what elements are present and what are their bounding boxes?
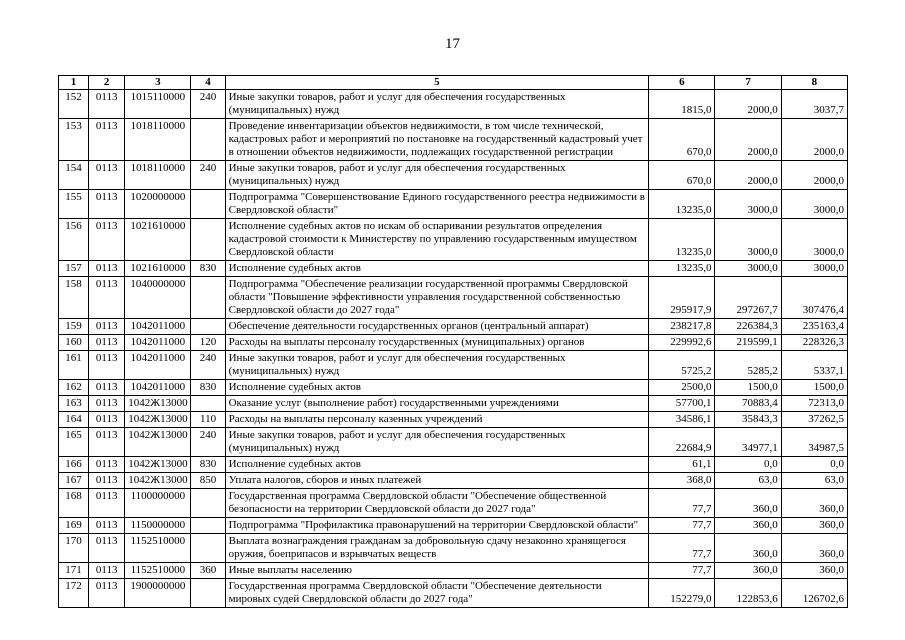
cell-amount-7: 2000,0: [715, 161, 781, 190]
table-row: [59, 335, 848, 351]
cell-description: Уплата налогов, сборов и иных платежей: [225, 473, 649, 489]
cell-amount-7: 360,0: [715, 518, 781, 534]
cell-amount-8: 5337,1: [781, 351, 847, 380]
cell-description: Иные закупки товаров, работ и услуг для обеспечения государственных (муниципальных) нужд: [225, 90, 649, 119]
cell-section-code: 0113: [89, 319, 125, 335]
cell-row-number: 169: [59, 518, 89, 534]
table-row: [59, 351, 848, 380]
cell-amount-6: 57700,1: [649, 396, 715, 412]
cell-amount-6: 77,7: [649, 534, 715, 563]
cell-amount-8: 235163,4: [781, 319, 847, 335]
table-row: [59, 380, 848, 396]
cell-section-code: 0113: [89, 396, 125, 412]
cell-amount-8: 360,0: [781, 534, 847, 563]
cell-description: Расходы на выплаты персоналу казенных учреждений: [225, 412, 649, 428]
cell-description: Обеспечение деятельности государственных органов (центральный аппарат): [225, 319, 649, 335]
cell-amount-7: 3000,0: [715, 190, 781, 219]
cell-row-number: 159: [59, 319, 89, 335]
cell-amount-8: 63,0: [781, 473, 847, 489]
table-row: [59, 412, 848, 428]
cell-description: Подпрограмма "Совершенствование Единого государственного реестра недвижимости в Свердловской области": [225, 190, 649, 219]
cell-amount-6: 77,7: [649, 518, 715, 534]
cell-description: Иные закупки товаров, работ и услуг для обеспечения государственных (муниципальных) нужд: [225, 161, 649, 190]
cell-amount-7: 226384,3: [715, 319, 781, 335]
budget-table: [58, 75, 848, 608]
table-row: [59, 489, 848, 518]
column-header-6: 6: [649, 76, 715, 90]
cell-amount-7: 360,0: [715, 534, 781, 563]
cell-amount-6: 34586,1: [649, 412, 715, 428]
cell-description: Государственная программа Свердловской области "Обеспечение общественной безопасности на территории Свердловской области до 2027 года": [225, 489, 649, 518]
cell-amount-6: 229992,6: [649, 335, 715, 351]
cell-description: Иные закупки товаров, работ и услуг для обеспечения государственных (муниципальных) нужд: [225, 428, 649, 457]
cell-expense-type: 850: [191, 473, 225, 489]
cell-description: Подпрограмма "Профилактика правонарушений на территории Свердловской области": [225, 518, 649, 534]
cell-row-number: 156: [59, 219, 89, 261]
cell-amount-6: 13235,0: [649, 190, 715, 219]
cell-description: Расходы на выплаты персоналу государственных (муниципальных) органов: [225, 335, 649, 351]
cell-section-code: 0113: [89, 518, 125, 534]
column-header-3: 3: [125, 76, 191, 90]
cell-amount-7: 3000,0: [715, 261, 781, 277]
cell-amount-6: 670,0: [649, 161, 715, 190]
cell-row-number: 163: [59, 396, 89, 412]
cell-row-number: 160: [59, 335, 89, 351]
cell-amount-8: 3000,0: [781, 190, 847, 219]
cell-row-number: 154: [59, 161, 89, 190]
table-row: [59, 457, 848, 473]
cell-expense-type: [191, 534, 225, 563]
cell-amount-6: 61,1: [649, 457, 715, 473]
cell-amount-7: 34977,1: [715, 428, 781, 457]
cell-amount-8: 2000,0: [781, 119, 847, 161]
table-body: [59, 90, 848, 608]
cell-expense-type: 830: [191, 380, 225, 396]
table-row: [59, 161, 848, 190]
cell-section-code: 0113: [89, 277, 125, 319]
column-header-5: 5: [225, 76, 649, 90]
cell-program-code: 1021610000: [125, 219, 191, 261]
table-row: [59, 473, 848, 489]
table-header-row: [59, 76, 848, 90]
cell-program-code: 1900000000: [125, 579, 191, 608]
table-row: [59, 277, 848, 319]
cell-section-code: 0113: [89, 261, 125, 277]
cell-section-code: 0113: [89, 219, 125, 261]
cell-expense-type: 240: [191, 161, 225, 190]
cell-amount-6: 77,7: [649, 563, 715, 579]
cell-section-code: 0113: [89, 119, 125, 161]
cell-expense-type: 120: [191, 335, 225, 351]
cell-amount-8: 3000,0: [781, 219, 847, 261]
column-header-8: 8: [781, 76, 847, 90]
cell-expense-type: 360: [191, 563, 225, 579]
cell-program-code: 1100000000: [125, 489, 191, 518]
cell-section-code: 0113: [89, 161, 125, 190]
cell-amount-6: 368,0: [649, 473, 715, 489]
cell-program-code: 1150000000: [125, 518, 191, 534]
cell-expense-type: [191, 319, 225, 335]
table-row: [59, 119, 848, 161]
cell-program-code: 1042011000: [125, 351, 191, 380]
cell-amount-7: 3000,0: [715, 219, 781, 261]
cell-amount-8: 360,0: [781, 563, 847, 579]
cell-amount-8: 37262,5: [781, 412, 847, 428]
cell-description: Выплата вознаграждения гражданам за добровольную сдачу незаконно хранящегося оружия, боеприпасов и взрывчатых веществ: [225, 534, 649, 563]
cell-amount-6: 22684,9: [649, 428, 715, 457]
column-header-7: 7: [715, 76, 781, 90]
cell-amount-7: 35843,3: [715, 412, 781, 428]
cell-amount-8: 3000,0: [781, 261, 847, 277]
cell-description: Исполнение судебных актов по искам об оспаривании результатов определения кадастровой стоимости к Министерству по управлению государственным имуществом Свердловской области: [225, 219, 649, 261]
cell-description: Исполнение судебных актов: [225, 261, 649, 277]
cell-section-code: 0113: [89, 428, 125, 457]
cell-amount-6: 13235,0: [649, 261, 715, 277]
cell-program-code: 1015110000: [125, 90, 191, 119]
cell-expense-type: [191, 277, 225, 319]
cell-amount-7: 219599,1: [715, 335, 781, 351]
cell-row-number: 162: [59, 380, 89, 396]
cell-program-code: 1018110000: [125, 161, 191, 190]
cell-row-number: 168: [59, 489, 89, 518]
cell-amount-8: 1500,0: [781, 380, 847, 396]
cell-section-code: 0113: [89, 457, 125, 473]
column-header-1: 1: [59, 76, 89, 90]
cell-section-code: 0113: [89, 489, 125, 518]
cell-amount-6: 152279,0: [649, 579, 715, 608]
table-row: [59, 261, 848, 277]
cell-row-number: 155: [59, 190, 89, 219]
cell-amount-7: 122853,6: [715, 579, 781, 608]
table-row: [59, 563, 848, 579]
cell-amount-7: 63,0: [715, 473, 781, 489]
table-row: [59, 396, 848, 412]
cell-amount-7: 360,0: [715, 563, 781, 579]
cell-expense-type: [191, 119, 225, 161]
cell-section-code: 0113: [89, 412, 125, 428]
cell-amount-8: 360,0: [781, 518, 847, 534]
cell-amount-7: 70883,4: [715, 396, 781, 412]
cell-row-number: 166: [59, 457, 89, 473]
cell-row-number: 161: [59, 351, 89, 380]
cell-row-number: 157: [59, 261, 89, 277]
cell-amount-6: 13235,0: [649, 219, 715, 261]
table-row: [59, 518, 848, 534]
cell-row-number: 158: [59, 277, 89, 319]
cell-section-code: 0113: [89, 579, 125, 608]
cell-expense-type: [191, 219, 225, 261]
cell-amount-7: 2000,0: [715, 119, 781, 161]
cell-description: Исполнение судебных актов: [225, 457, 649, 473]
table-row: [59, 190, 848, 219]
cell-amount-7: 0,0: [715, 457, 781, 473]
cell-program-code: 1042Ж13000: [125, 473, 191, 489]
cell-amount-7: 5285,2: [715, 351, 781, 380]
cell-amount-7: 1500,0: [715, 380, 781, 396]
table-row: [59, 219, 848, 261]
cell-program-code: 1020000000: [125, 190, 191, 219]
table-row: [59, 90, 848, 119]
cell-amount-6: 670,0: [649, 119, 715, 161]
cell-row-number: 152: [59, 90, 89, 119]
cell-program-code: 1042Ж13000: [125, 412, 191, 428]
cell-program-code: 1042011000: [125, 380, 191, 396]
cell-section-code: 0113: [89, 473, 125, 489]
cell-row-number: 153: [59, 119, 89, 161]
cell-program-code: 1042011000: [125, 319, 191, 335]
cell-amount-7: 360,0: [715, 489, 781, 518]
cell-expense-type: 240: [191, 90, 225, 119]
table-row: [59, 579, 848, 608]
cell-program-code: 1042011000: [125, 335, 191, 351]
cell-expense-type: [191, 518, 225, 534]
cell-section-code: 0113: [89, 380, 125, 396]
table-row: [59, 428, 848, 457]
cell-row-number: 171: [59, 563, 89, 579]
cell-expense-type: [191, 489, 225, 518]
cell-expense-type: [191, 190, 225, 219]
cell-section-code: 0113: [89, 90, 125, 119]
cell-description: Исполнение судебных актов: [225, 380, 649, 396]
cell-expense-type: 110: [191, 412, 225, 428]
cell-expense-type: [191, 579, 225, 608]
cell-program-code: 1042Ж13000: [125, 396, 191, 412]
table-row: [59, 534, 848, 563]
cell-amount-8: 34987,5: [781, 428, 847, 457]
cell-amount-6: 2500,0: [649, 380, 715, 396]
table-row: [59, 319, 848, 335]
cell-amount-6: 5725,2: [649, 351, 715, 380]
cell-row-number: 170: [59, 534, 89, 563]
cell-description: Государственная программа Свердловской области "Обеспечение деятельности мировых судей Свердловской области до 2027 года": [225, 579, 649, 608]
cell-row-number: 172: [59, 579, 89, 608]
cell-program-code: 1021610000: [125, 261, 191, 277]
cell-program-code: 1042Ж13000: [125, 428, 191, 457]
cell-amount-8: 307476,4: [781, 277, 847, 319]
cell-row-number: 165: [59, 428, 89, 457]
cell-amount-6: 1815,0: [649, 90, 715, 119]
cell-program-code: 1040000000: [125, 277, 191, 319]
cell-amount-7: 2000,0: [715, 90, 781, 119]
cell-amount-8: 0,0: [781, 457, 847, 473]
cell-amount-8: 2000,0: [781, 161, 847, 190]
cell-section-code: 0113: [89, 563, 125, 579]
cell-description: Проведение инвентаризации объектов недвижимости, в том числе технической, кадастровых работ и мероприятий по постановке на государственный кадастровый учет в отношении объектов недвижимости, подлежащих государственной регистрации: [225, 119, 649, 161]
cell-amount-6: 77,7: [649, 489, 715, 518]
cell-amount-8: 72313,0: [781, 396, 847, 412]
cell-amount-6: 295917,9: [649, 277, 715, 319]
cell-expense-type: 830: [191, 261, 225, 277]
cell-expense-type: 830: [191, 457, 225, 473]
cell-expense-type: 240: [191, 351, 225, 380]
cell-amount-7: 297267,7: [715, 277, 781, 319]
page-number: 17: [445, 36, 460, 52]
cell-program-code: 1152510000: [125, 563, 191, 579]
cell-row-number: 164: [59, 412, 89, 428]
cell-program-code: 1042Ж13000: [125, 457, 191, 473]
column-header-2: 2: [89, 76, 125, 90]
cell-amount-6: 238217,8: [649, 319, 715, 335]
cell-section-code: 0113: [89, 190, 125, 219]
cell-section-code: 0113: [89, 351, 125, 380]
cell-expense-type: 240: [191, 428, 225, 457]
cell-description: Иные закупки товаров, работ и услуг для обеспечения государственных (муниципальных) нужд: [225, 351, 649, 380]
cell-amount-8: 228326,3: [781, 335, 847, 351]
cell-description: Оказание услуг (выполнение работ) государственными учреждениями: [225, 396, 649, 412]
cell-amount-8: 126702,6: [781, 579, 847, 608]
cell-program-code: 1152510000: [125, 534, 191, 563]
cell-description: Иные выплаты населению: [225, 563, 649, 579]
cell-section-code: 0113: [89, 534, 125, 563]
column-header-4: 4: [191, 76, 225, 90]
cell-row-number: 167: [59, 473, 89, 489]
cell-section-code: 0113: [89, 335, 125, 351]
cell-description: Подпрограмма "Обеспечение реализации государственной программы Свердловской области "Повышение эффективности управления государственной собственностью Свердловской области до 2027 года": [225, 277, 649, 319]
cell-amount-8: 360,0: [781, 489, 847, 518]
cell-expense-type: [191, 396, 225, 412]
cell-program-code: 1018110000: [125, 119, 191, 161]
cell-amount-8: 3037,7: [781, 90, 847, 119]
